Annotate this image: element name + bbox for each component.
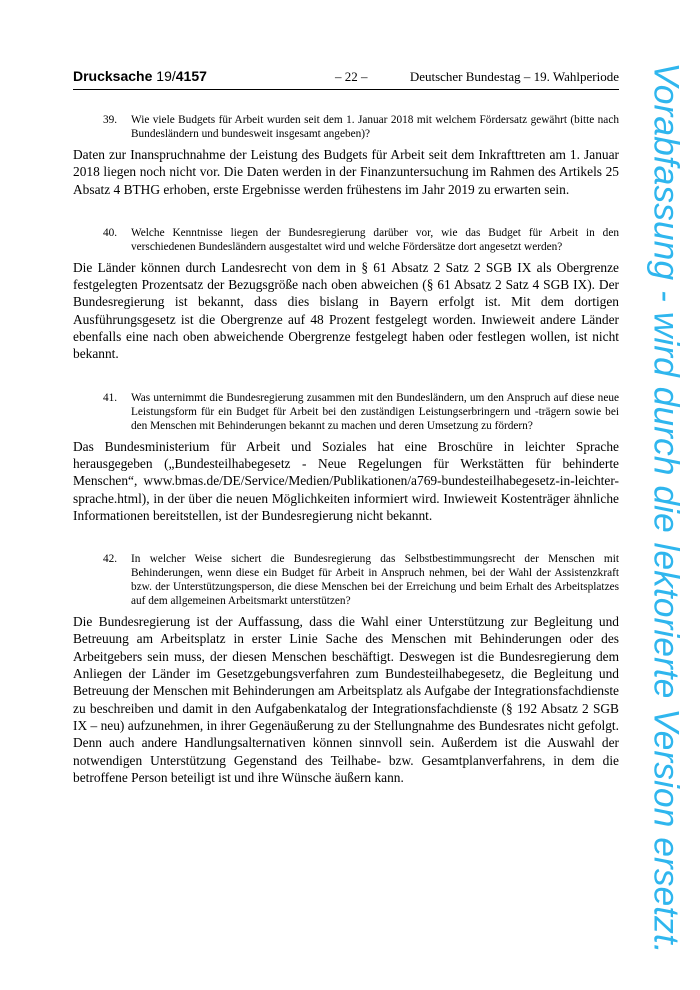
document-number-prefix: 19/	[156, 68, 176, 84]
watermark-text: Vorabfassung - wird durch die lektorierte Version ersetzt.	[646, 61, 687, 954]
question-number: 41.	[103, 391, 118, 404]
header-divider	[73, 89, 619, 90]
question-text: In welcher Weise sichert die Bundesregierung das Selbstbestimmungsrecht der Menschen mit Behinderungen, wenn diese ein Budget für Arbeit in Anspruch nehmen, bei der Wahl der Assistenzkraft bzw. der Unterstützungsperson, die diese Menschen bei der Erreichung und beim Erhalt des Arbeitsplatzes auf dem allgemeinen Arbeitsmarkt unterstützen?	[131, 553, 619, 608]
document-label: Drucksache	[73, 68, 153, 84]
question-text: Was unternimmt die Bundesregierung zusammen mit den Bundesländern, um den Anspruch auf diese neue Leistungsform für ein Budget für Arbeit bei den zuständigen Leistungserbringern und -trägern sowie bei den Menschen mit Behinderungen bekannt zu machen und deren Umsetzung zu fördern?	[131, 391, 619, 432]
question-text: Welche Kenntnisse liegen der Bundesregierung darüber vor, wie das Budget für Arbeit in den verschiedenen Bundesländern ausgestaltet wird und welche Fördersätze dort angesetzt werden?	[131, 226, 619, 253]
question	[73, 552, 619, 608]
page-number: – 22 –	[335, 69, 368, 84]
answer-text: Daten zur Inanspruchnahme der Leistung des Budgets für Arbeit seit dem Inkrafttreten am 1. Januar 2018 liegen noch nicht vor. Die Daten werden in der Finanzuntersuchung im Rahmen des Artikels 25 Absatz 4 BTHG erhoben, erste Ergebnisse werden frühestens im Jahr 2019 zu erwarten sein.	[73, 147, 619, 197]
answer-text: Die Länder können durch Landesrecht von dem in § 61 Absatz 2 Satz 2 SGB IX als Obergrenze festgelegten Prozentsatz der Bezugsgröße nach oben abweichen (§ 61 Absatz 2 Satz 4 SGB IX). Der Bundesregierung ist bekannt, dass dies bislang in Bayern erfolgt ist. Mit dem dortigen Ausführungsgesetz ist die Obergrenze auf 48 Prozent festgelegt worden. Inwieweit andere Länder ebenfalls eine nach oben abweichende Obergrenze festgelegt haben oder festlegen wollen, ist nicht bekannt.	[73, 259, 619, 362]
qa-item-41	[73, 391, 619, 524]
publisher-label: Deutscher Bundestag – 19. Wahlperiode	[409, 69, 619, 84]
question-number: 40.	[103, 226, 118, 239]
question	[73, 226, 619, 254]
qa-item-40	[73, 226, 619, 363]
question-number: 42.	[103, 553, 118, 566]
question-text: Wie viele Budgets für Arbeit wurden seit dem 1. Januar 2018 mit welchem Fördersatz gewährt (bitte nach Bundesländern und bundesweit insgesamt angeben)?	[131, 114, 619, 140]
document-body	[73, 113, 619, 786]
question	[73, 113, 619, 141]
question	[73, 391, 619, 433]
document-number: 4157	[175, 68, 207, 84]
qa-item-39	[73, 113, 619, 198]
answer-text: Das Bundesministerium für Arbeit und Soziales hat eine Broschüre in leichter Sprache herausgegeben („Bundesteilhabegesetz - Neue Regelungen für Werkstätten für behinderte Menschen“, www.bmas.de/DE/Service/Medien/Publikationen/a769-bundesteilhabegesetz-in-leichter-sprache.html), in der über die neuen Möglichkeiten informiert wird. Inwieweit Kostenträger ähnliche Informationen bereitstellen, ist der Bundesregierung nicht bekannt.	[73, 438, 619, 523]
qa-item-42	[73, 552, 619, 786]
page-header	[73, 68, 619, 88]
question-number: 39.	[103, 114, 118, 126]
draft-watermark	[642, 61, 690, 954]
answer-text: Die Bundesregierung ist der Auffassung, dass die Wahl einer Unterstützung zur Begleitung und Betreuung am Arbeitsplatz in erster Linie Sache des Menschen mit Behinderungen oder des Arbeitgebers sein muss, der diesen Menschen beschäftigt. Deswegen ist die Bundesregierung dem Anliegen der Länder im Gesetzgebungsverfahren zum Bundesteilhabegesetz, die Begleitung und Betreuung der Menschen mit Behinderungen am Arbeitsplatz als Aufgabe der Integrationsfachdienste zu beschreiben und damit in den Aufgabenkatalog der Integrationsfachdienste (§ 192 Absatz 2 SGB IX – neu) aufzunehmen, in ihrer Gegenäußerung zu der Stellungnahme des Bundesrates nicht gefolgt. Denn auch andere Handlungsalternativen können sinnvoll sein. Außerdem ist die Auswahl der notwendigen Unterstützung Gegenstand des Teilhabe- bzw. Gesamtplanverfahrens, in dem die betroffene Person beteiligt ist und ihre Wünsche äußern kann.	[73, 614, 619, 785]
document-reference	[73, 68, 207, 84]
